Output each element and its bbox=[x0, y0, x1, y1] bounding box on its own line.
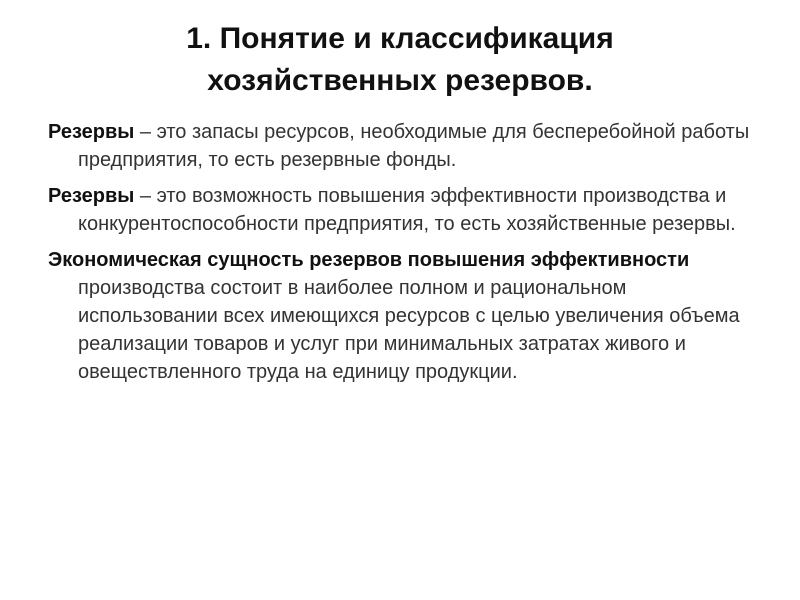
title-line-2: хозяйственных резервов. bbox=[207, 64, 593, 97]
definition-paragraph-3 bbox=[48, 246, 758, 386]
definition-term: Резервы bbox=[48, 121, 135, 143]
definition-paragraph-1 bbox=[48, 118, 758, 174]
definition-text: – это запасы ресурсов, необходимые для бесперебойной работы предприятия, то есть резервные фонды. bbox=[78, 121, 750, 171]
definition-text: производства состоит в наиболее полном и рациональном использовании всех имеющихся ресурсов с целью увеличения объема реализации товаров и услуг при минимальных затратах живого и овеществленного труда на единицу продукции. bbox=[78, 277, 740, 383]
title-line-1: 1. Понятие и классификация bbox=[186, 22, 614, 55]
definition-term: Экономическая сущность резервов повышения эффективности bbox=[48, 249, 690, 271]
slide-title bbox=[0, 18, 800, 102]
slide-body bbox=[48, 118, 758, 394]
definition-term: Резервы bbox=[48, 185, 135, 207]
definition-paragraph-2 bbox=[48, 182, 758, 238]
definition-text: – это возможность повышения эффективности производства и конкурентоспособности предприятия, то есть хозяйственные резервы. bbox=[78, 185, 736, 235]
